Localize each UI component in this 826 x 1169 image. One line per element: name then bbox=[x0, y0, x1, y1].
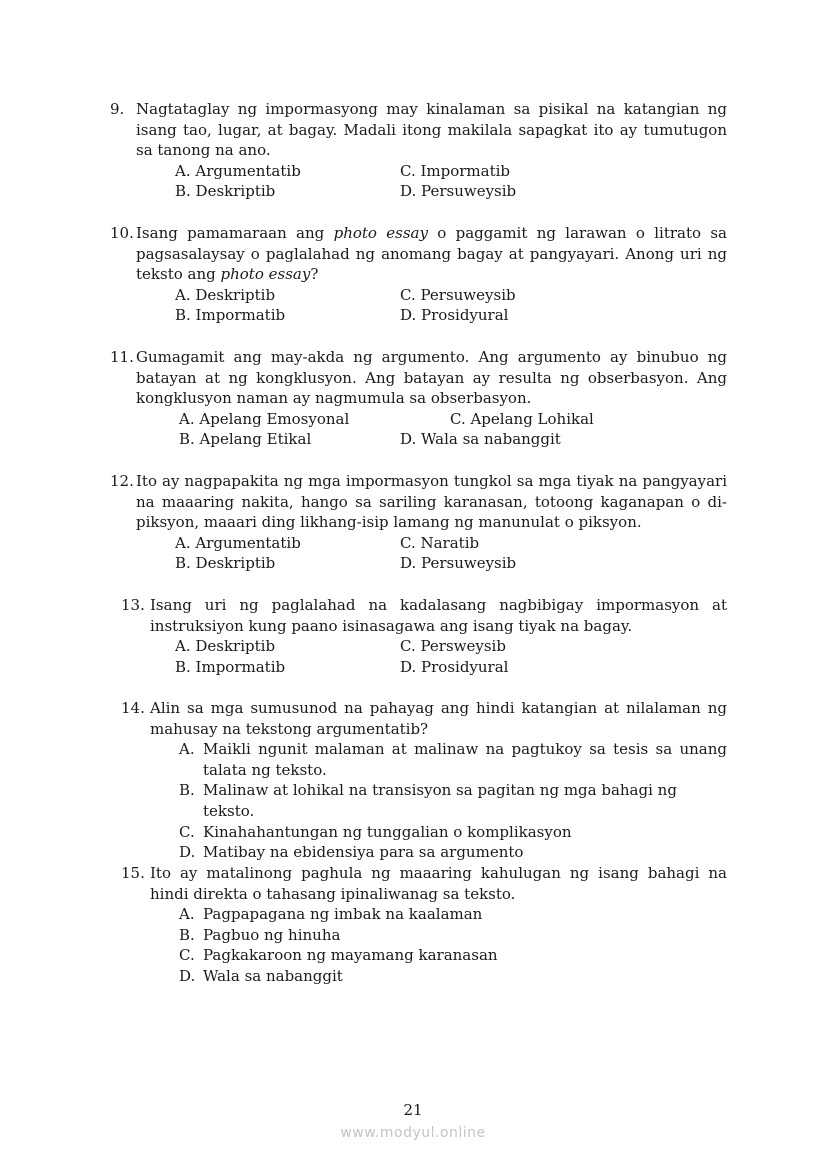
option-b: B. Deskriptib bbox=[175, 182, 276, 201]
question-stem: Ito ay nagpapakita ng mga impormasyon tungkol sa mga tiyak na pangyayari na maaaring nakita, hango sa sariling karanasan, totoong kaganapan o di-piksyon, maaari ding likhang-isip lamang ng manunulat o piksyon. bbox=[136, 472, 727, 532]
watermark: www.modyul.online bbox=[340, 1125, 486, 1141]
options-grid bbox=[110, 533, 727, 574]
option-a: A. Deskriptib bbox=[175, 285, 276, 304]
question-number: 10. bbox=[110, 224, 134, 242]
question-stem: Nagtataglay ng impormasyong may kinalaman sa pisikal na katangian ng isang tao, lugar, at bagay. Madali itong makilala sapagkat ito ay tumutugon sa tanong na ano. bbox=[136, 100, 727, 160]
question-13 bbox=[121, 595, 727, 677]
option-a: A. Apelang Emosyonal bbox=[179, 409, 350, 428]
emphasis-photo-essay: photo essay bbox=[333, 224, 428, 242]
page-number: 21 bbox=[403, 1101, 423, 1119]
question-stem: Isang pamamaraan ang photo essay o paggamit ng larawan o litrato sa pagsasalaysay o paglalahad ng anomang bagay at pangyayari. Anong uri ng teksto ang photo essay? bbox=[136, 224, 727, 284]
option-d: D. Persuweysib bbox=[400, 554, 517, 573]
emphasis-photo-essay: photo essay bbox=[220, 265, 311, 284]
option-c: C. Impormatib bbox=[400, 161, 511, 180]
option-b: B. Impormatib bbox=[175, 657, 286, 676]
option-a: A. Deskriptib bbox=[175, 637, 276, 656]
options-grid bbox=[110, 161, 727, 202]
option-d: D. Prosidyural bbox=[400, 306, 509, 325]
question-number: 14. bbox=[121, 699, 145, 717]
option-c: C. Kinahahantungan ng tunggalian o komplikasyon bbox=[179, 822, 572, 841]
question-stem: Gumagamit ang may-akda ng argumento. Ang argumento ay binubuo ng batayan at ng kongklusyon. Ang batayan ay resulta ng obserbasyon. Ang kongklusyon naman ay nagmumula sa obserbasyon. bbox=[136, 348, 727, 408]
question-number: 12. bbox=[110, 472, 134, 490]
option-c: C. Apelang Lohikal bbox=[450, 409, 594, 428]
question-number: 9. bbox=[110, 100, 125, 118]
option-c: C. Naratib bbox=[400, 533, 480, 552]
option-d: D. Matibay na ebidensiya para sa argumento bbox=[179, 843, 524, 862]
option-a: A. Argumentatib bbox=[175, 533, 301, 552]
option-b: B. Impormatib bbox=[175, 306, 286, 325]
question-stem: Isang uri ng paglalahad na kadalasang nagbibigay impormasyon at instruksiyon kung paano isinasagawa ang isang tiyak na bagay. bbox=[150, 596, 727, 635]
option-d: D. Persuweysib bbox=[400, 182, 517, 201]
options-list bbox=[179, 739, 727, 863]
question-number: 13. bbox=[121, 596, 145, 614]
question-14 bbox=[121, 698, 727, 863]
option-b: B. Malinaw at lohikal na transisyon sa pagitan ng mga bahagi ng teksto. bbox=[179, 781, 677, 820]
question-stem: Ito ay matalinong paghula ng maaaring kahulugan ng isang bahagi na hindi direkta o tahasang ipinaliwanag sa teksto. bbox=[150, 864, 727, 903]
option-c: C. Pagkakaroon ng mayamang karanasan bbox=[179, 946, 498, 965]
question-9 bbox=[110, 99, 727, 202]
options-grid bbox=[110, 409, 727, 450]
option-b: B. Apelang Etikal bbox=[179, 430, 312, 449]
option-c: C. Persweysib bbox=[400, 637, 506, 656]
option-c: C. Persuweysib bbox=[400, 285, 516, 304]
option-b: B. Pagbuo ng hinuha bbox=[179, 925, 341, 944]
option-a: A. Argumentatib bbox=[175, 161, 301, 180]
option-a: A. Maikli ngunit malaman at malinaw na pagtukoy sa tesis sa unang talata ng teksto. bbox=[179, 740, 727, 779]
question-15 bbox=[121, 863, 727, 987]
question-12 bbox=[110, 471, 727, 574]
option-d: D. Wala sa nabanggit bbox=[400, 430, 561, 449]
options-grid bbox=[110, 285, 727, 326]
option-b: B. Deskriptib bbox=[175, 554, 276, 573]
question-11 bbox=[110, 347, 727, 450]
question-number: 11. bbox=[110, 348, 134, 366]
options-list bbox=[179, 904, 727, 986]
question-stem: Alin sa mga sumusunod na pahayag ang hindi katangian at nilalaman ng mahusay na tekstong argumentatib? bbox=[150, 699, 727, 738]
question-number: 15. bbox=[121, 864, 145, 882]
option-d: D. Wala sa nabanggit bbox=[179, 966, 343, 985]
options-grid bbox=[121, 636, 727, 677]
option-d: D. Prosidyural bbox=[400, 657, 509, 676]
question-10 bbox=[110, 223, 727, 326]
option-a: A. Pagpapagana ng imbak na kaalaman bbox=[179, 905, 483, 924]
